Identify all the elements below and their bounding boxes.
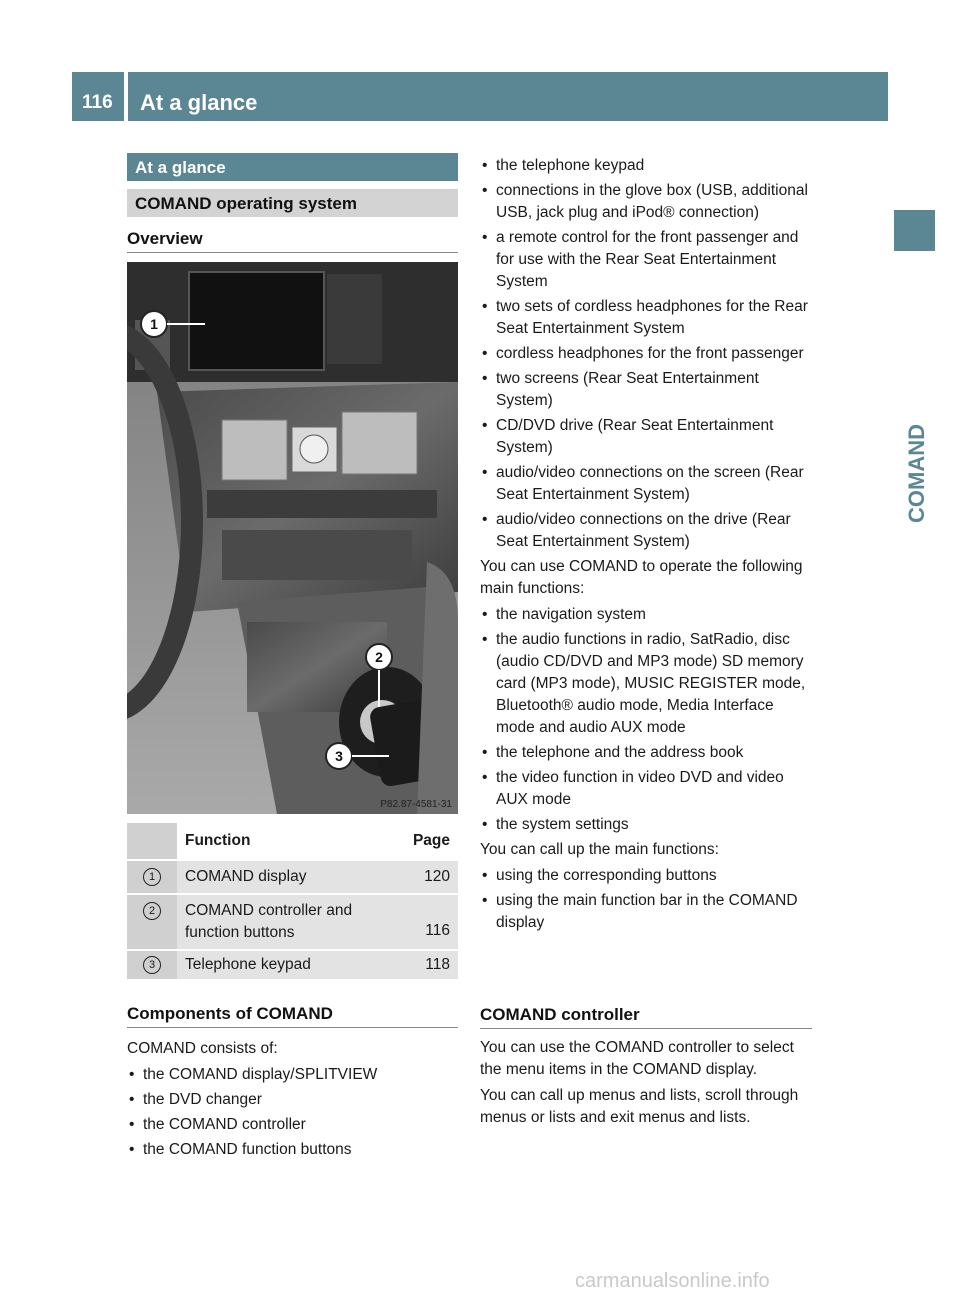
main-functions-intro: You can use COMAND to operate the following main functions: — [480, 558, 803, 597]
list-item: • audio/video connections on the drive (Rear Seat Entertainment System) — [480, 509, 812, 553]
list-item: • the COMAND controller — [127, 1114, 458, 1136]
callup-intro: You can call up the main functions: — [480, 841, 719, 858]
cockpit-photo — [127, 262, 458, 814]
overview-heading: Overview — [127, 229, 458, 253]
list-item: • two sets of cordless headphones for the Rear Seat Entertainment System — [480, 296, 812, 340]
row-page: 118 — [425, 956, 450, 973]
callout-1: 1 — [150, 316, 158, 332]
row-number-3: 3 — [143, 956, 161, 974]
row-function: Telephone keypad — [185, 956, 311, 973]
header-page-box — [72, 72, 124, 121]
list-item: • the telephone and the address book — [480, 742, 812, 764]
row-number-1: 1 — [143, 868, 161, 886]
table-row — [127, 895, 458, 949]
main-functions-list — [480, 604, 812, 836]
components-intro: COMAND consists of: — [127, 1040, 278, 1057]
components-list-continued — [480, 155, 812, 553]
table-header-row — [127, 823, 458, 859]
row-number-2: 2 — [143, 902, 161, 920]
page-title: At a glance — [140, 90, 258, 115]
header-title-box — [128, 72, 888, 121]
list-item: • two screens (Rear Seat Entertainment System) — [480, 368, 812, 412]
subsection-title: COMAND operating system — [135, 194, 357, 213]
components-list — [127, 1064, 458, 1161]
table-row — [127, 861, 458, 893]
controller-para-1: You can use the COMAND controller to select the menu items in the COMAND display. — [480, 1039, 794, 1078]
image-code: P82.87-4581-31 — [380, 799, 452, 810]
list-item: • the DVD changer — [127, 1089, 458, 1111]
section-title: At a glance — [135, 158, 226, 177]
row-page: 120 — [424, 868, 450, 885]
list-item: • audio/video connections on the screen (Rear Seat Entertainment System) — [480, 462, 812, 506]
controller-block — [480, 1037, 812, 1133]
callout-3: 3 — [335, 748, 343, 764]
list-item: • the navigation system — [480, 604, 812, 626]
table-header-function: Function — [185, 832, 251, 849]
list-item: • the COMAND display/SPLITVIEW — [127, 1064, 458, 1086]
page-number: 116 — [82, 92, 113, 113]
callout-2: 2 — [375, 649, 383, 665]
row-page: 116 — [425, 922, 450, 939]
list-item: • cordless headphones for the front passenger — [480, 343, 812, 365]
row-function: COMAND controller and function buttons — [185, 902, 353, 941]
watermark: carmanualsonline.info — [575, 1270, 770, 1292]
list-item: • the audio functions in radio, SatRadio, disc (audio CD/DVD and MP3 mode) SD memory card (MP3 mode), MUSIC REGISTER mode, Bluetooth® audio mode, Media Interface mode and audio AUX mode — [480, 629, 812, 739]
right-column — [480, 155, 812, 937]
controller-heading: COMAND controller — [480, 1005, 812, 1029]
list-item: • the COMAND function buttons — [127, 1139, 458, 1161]
controller-para-2: You can call up menus and lists, scroll through menus or lists and exit menus and lists. — [480, 1087, 799, 1126]
components-heading: Components of COMAND — [127, 1004, 458, 1028]
callup-list — [480, 865, 812, 934]
list-item: • the video function in video DVD and video AUX mode — [480, 767, 812, 811]
table-header-page: Page — [412, 832, 450, 849]
list-item: • the system settings — [480, 814, 812, 836]
list-item: • the telephone keypad — [480, 155, 812, 177]
list-item: • using the corresponding buttons — [480, 865, 812, 887]
list-item: • connections in the glove box (USB, additional USB, jack plug and iPod® connection) — [480, 180, 812, 224]
list-item: • a remote control for the front passenger and for use with the Rear Seat Entertainment System — [480, 227, 812, 293]
cockpit-illustration — [127, 262, 458, 814]
list-item: • CD/DVD drive (Rear Seat Entertainment System) — [480, 415, 812, 459]
section-title-bar — [127, 153, 458, 181]
row-function: COMAND display — [185, 868, 307, 885]
components-block — [127, 1038, 458, 1164]
subsection-title-bar — [127, 189, 458, 217]
list-item: • using the main function bar in the COMAND display — [480, 890, 812, 934]
side-tab-marker — [894, 210, 935, 251]
side-tab-label: COMAND — [904, 424, 929, 523]
table-row — [127, 951, 458, 979]
